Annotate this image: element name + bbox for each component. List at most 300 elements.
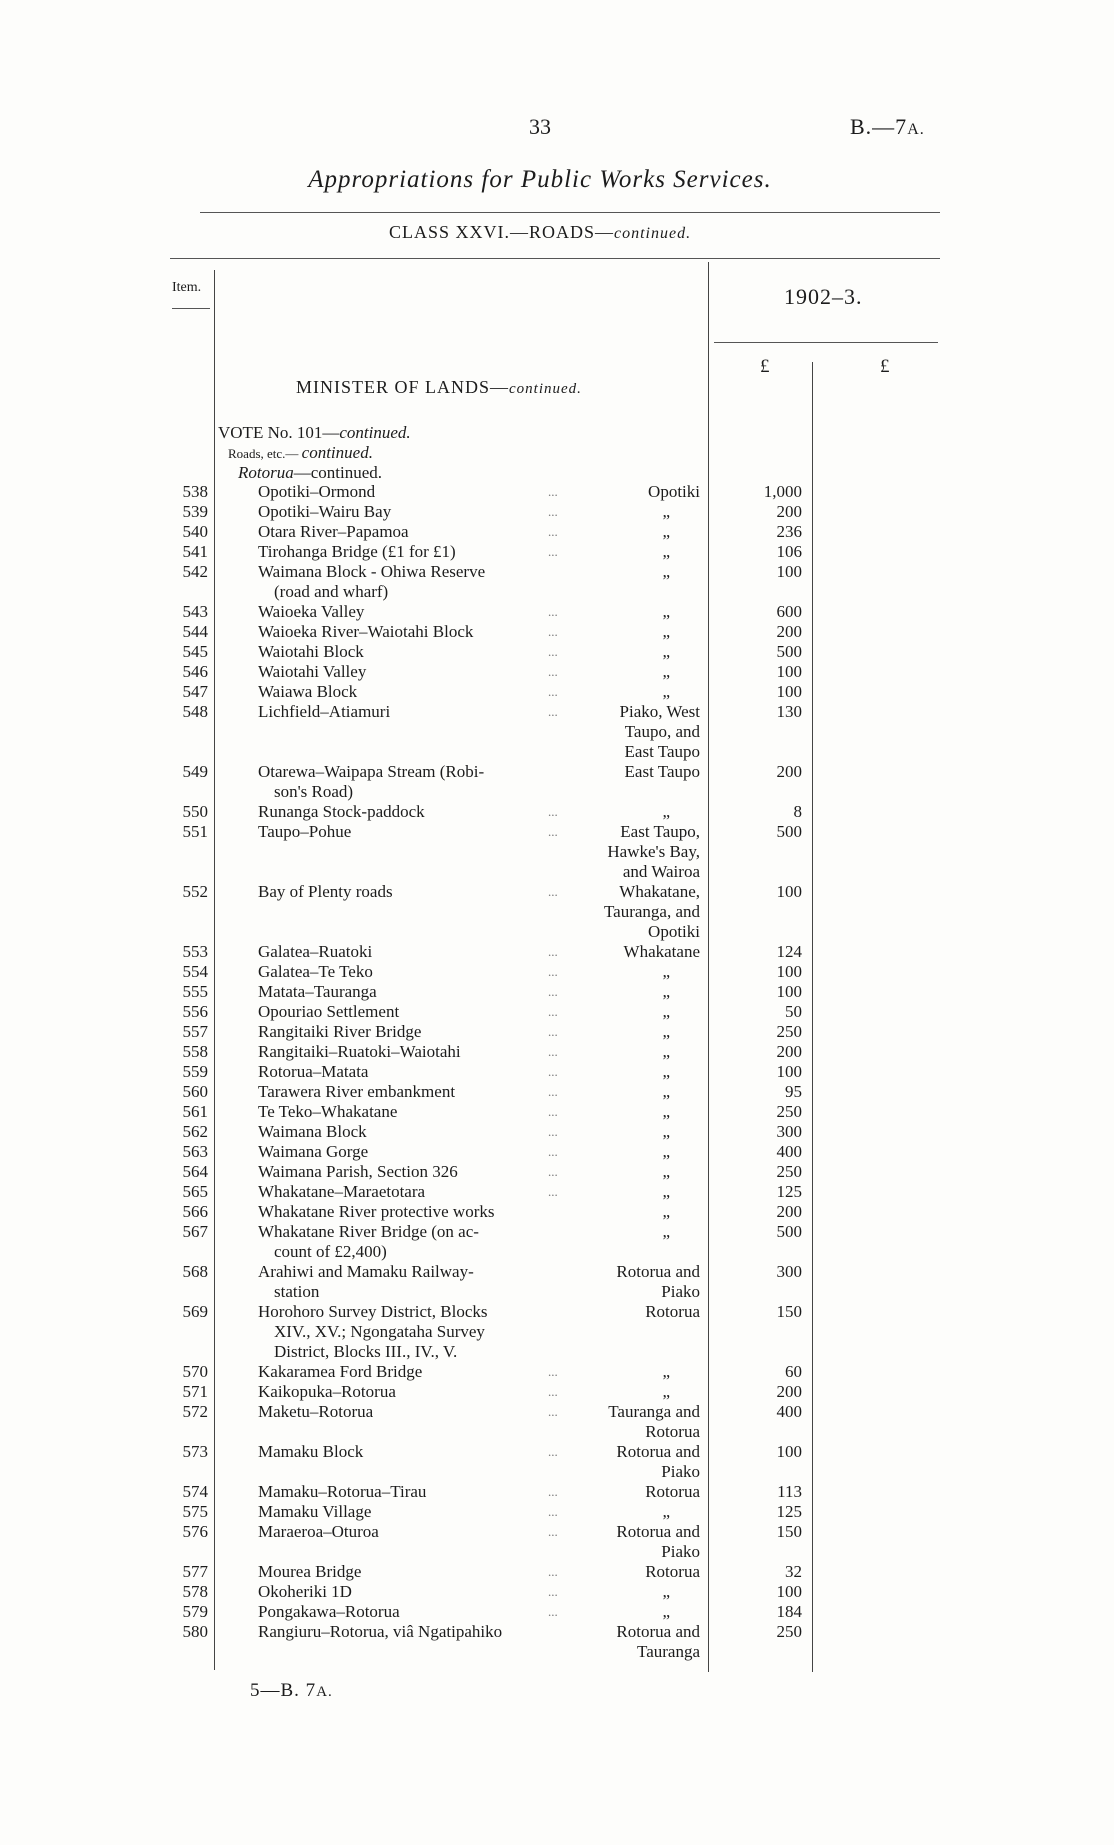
- road-name: [258, 562, 568, 602]
- table-row: [0, 1582, 1114, 1602]
- item-number: 564: [182, 1162, 208, 1181]
- road-name: [258, 942, 568, 962]
- electoral-district-line: „: [662, 1222, 670, 1241]
- item-number: 576: [182, 1522, 208, 1541]
- leader-dots: ...: [548, 624, 558, 639]
- class-heading-main: CLASS XXVI.—ROADS—: [388, 222, 614, 242]
- road-name: [258, 1402, 568, 1422]
- road-name-line: Horohoro Survey District, Blocks: [258, 1302, 488, 1321]
- road-name-line: Whakatane River protective works: [258, 1202, 495, 1221]
- road-name-line: Tirohanga Bridge (£1 for £1): [258, 542, 456, 561]
- item-number: 542: [182, 562, 208, 581]
- electoral-district: [560, 1442, 700, 1482]
- road-name-line: XIV., XV.; Ngongataha Survey: [274, 1322, 485, 1341]
- electoral-district: [560, 502, 700, 522]
- electoral-district: [560, 762, 700, 782]
- amount: 125: [776, 1502, 802, 1521]
- road-name: [258, 1202, 568, 1222]
- road-name: [258, 1162, 568, 1182]
- district-heading: [238, 463, 382, 483]
- road-name-line: Waiotahi Block: [258, 642, 364, 661]
- amount: 100: [776, 682, 802, 701]
- road-name: [258, 1082, 568, 1102]
- leader-dots: ...: [548, 1404, 558, 1419]
- electoral-district: [560, 1262, 700, 1302]
- road-name-line: Opouriao Settlement: [258, 1002, 400, 1021]
- electoral-district: [560, 1162, 700, 1182]
- table-row: [0, 1022, 1114, 1042]
- road-name-line: Kaikopuka–Rotorua: [258, 1382, 396, 1401]
- amount: 32: [785, 1562, 802, 1581]
- road-name-line: station: [274, 1282, 320, 1301]
- electoral-district: [560, 1522, 700, 1562]
- electoral-district: [560, 1362, 700, 1382]
- electoral-district-line: „: [662, 502, 670, 521]
- table-row: [0, 1142, 1114, 1162]
- table-row: [0, 642, 1114, 662]
- electoral-district-line: „: [662, 1202, 670, 1221]
- amount: 300: [776, 1122, 802, 1141]
- leader-dots: ...: [548, 1564, 558, 1579]
- road-name-line: Opotiki–Wairu Bay: [258, 502, 392, 521]
- road-name-line: Otarewa–Waipapa Stream (Robi-: [258, 762, 485, 781]
- electoral-district-line: „: [662, 802, 670, 821]
- table-row: [0, 1122, 1114, 1142]
- table-row: [0, 1602, 1114, 1622]
- road-name: [258, 822, 568, 842]
- amount: 250: [776, 1022, 802, 1041]
- item-number: 556: [182, 1002, 208, 1021]
- leader-dots: ...: [548, 484, 558, 499]
- item-number: 559: [182, 1062, 208, 1081]
- leader-dots: ...: [548, 1584, 558, 1599]
- electoral-district: [560, 1482, 700, 1502]
- item-number: 548: [182, 702, 208, 721]
- class-heading-continued: continued.: [613, 225, 692, 242]
- road-name: [258, 762, 568, 802]
- table-row: [0, 702, 1114, 762]
- electoral-district-line: „: [662, 622, 670, 641]
- item-column-header: Item.: [172, 280, 202, 295]
- road-name-line: Otara River–Papamoa: [258, 522, 409, 541]
- electoral-district: [560, 562, 700, 582]
- leader-dots: ...: [548, 1524, 558, 1539]
- road-name-line: Maketu–Rotorua: [258, 1402, 374, 1421]
- road-name-line: Galatea–Te Teko: [258, 962, 373, 981]
- amount: 100: [776, 962, 802, 981]
- electoral-district-line: Rotorua: [645, 1562, 700, 1581]
- electoral-district-line: „: [662, 1602, 670, 1621]
- amount: 184: [776, 1602, 802, 1621]
- electoral-district: [560, 1082, 700, 1102]
- table-row: [0, 942, 1114, 962]
- item-number: 550: [182, 802, 208, 821]
- road-name: [258, 1382, 568, 1402]
- leader-dots: ...: [548, 1444, 558, 1459]
- table-row: [0, 1402, 1114, 1442]
- leader-dots: ...: [548, 524, 558, 539]
- district-heading-continued: —continued.: [293, 463, 383, 482]
- leader-dots: ...: [548, 1024, 558, 1039]
- road-name-line: Whakatane River Bridge (on ac-: [258, 1222, 479, 1241]
- table-row: [0, 1482, 1114, 1502]
- item-number: 570: [182, 1362, 208, 1381]
- electoral-district-line: „: [662, 542, 670, 561]
- table-row: [0, 882, 1114, 942]
- table-row: [0, 562, 1114, 602]
- table-row: [0, 1102, 1114, 1122]
- road-name-line: Waimana Parish, Section 326: [258, 1162, 458, 1181]
- road-name-line: Kakaramea Ford Bridge: [258, 1362, 423, 1381]
- amount: 95: [785, 1082, 802, 1101]
- electoral-district: [560, 702, 700, 762]
- electoral-district-line: „: [662, 1582, 670, 1601]
- table-row: [0, 542, 1114, 562]
- electoral-district-line: Rotorua: [645, 1302, 700, 1321]
- amount: 100: [776, 1062, 802, 1081]
- road-name: [258, 1002, 568, 1022]
- road-name-line: Waiawa Block: [258, 682, 358, 701]
- item-number: 553: [182, 942, 208, 961]
- table-row: [0, 1442, 1114, 1482]
- road-name-line: Waimana Block: [258, 1122, 367, 1141]
- electoral-district-line: Rotorua and: [616, 1262, 700, 1281]
- road-name-line: Rangitaiki River Bridge: [258, 1022, 422, 1041]
- road-name: [258, 522, 568, 542]
- leader-dots: ...: [548, 1124, 558, 1139]
- class-heading: [0, 222, 1080, 243]
- amount: 500: [776, 1222, 802, 1241]
- road-name: [258, 1042, 568, 1062]
- electoral-district-line: Rotorua and: [616, 1522, 700, 1541]
- road-name-line: Tarawera River embankment: [258, 1082, 456, 1101]
- item-number: 552: [182, 882, 208, 901]
- electoral-district: [560, 522, 700, 542]
- road-name: [258, 682, 568, 702]
- top-rule: [200, 212, 940, 213]
- road-name-line: son's Road): [274, 782, 354, 801]
- electoral-district-line: „: [662, 982, 670, 1001]
- electoral-district-line: „: [662, 522, 670, 541]
- road-name-line: Mamaku Block: [258, 1442, 364, 1461]
- item-number: 549: [182, 762, 208, 781]
- electoral-district-line: East Taupo: [624, 762, 700, 781]
- amount: 50: [785, 1002, 802, 1021]
- item-number: 560: [182, 1082, 208, 1101]
- document-reference-main: B.—7: [850, 114, 908, 139]
- road-name: [258, 602, 568, 622]
- electoral-district-line: Opotiki: [648, 482, 700, 501]
- table-row: [0, 1562, 1114, 1582]
- electoral-district: [560, 682, 700, 702]
- road-name: [258, 482, 568, 502]
- table-row: [0, 962, 1114, 982]
- electoral-district: [560, 1622, 700, 1662]
- road-name: [258, 622, 568, 642]
- amount: 100: [776, 1582, 802, 1601]
- electoral-district: [560, 1062, 700, 1082]
- road-name: [258, 1442, 568, 1462]
- table-row: [0, 982, 1114, 1002]
- table-row: [0, 682, 1114, 702]
- vote-heading: [218, 423, 411, 443]
- electoral-district: [560, 1042, 700, 1062]
- item-number: 572: [182, 1402, 208, 1421]
- page-title: Appropriations for Public Works Services.: [308, 166, 772, 193]
- electoral-district: [560, 1562, 700, 1582]
- leader-dots: ...: [548, 1504, 558, 1519]
- item-number: 574: [182, 1482, 208, 1501]
- amount: 236: [776, 522, 802, 541]
- road-name: [258, 502, 568, 522]
- electoral-district: [560, 1002, 700, 1022]
- electoral-district-line: Rotorua and: [616, 1622, 700, 1641]
- electoral-district: [560, 962, 700, 982]
- amount: 500: [776, 642, 802, 661]
- table-row: [0, 822, 1114, 882]
- leader-dots: ...: [548, 804, 558, 819]
- leader-dots: ...: [548, 984, 558, 999]
- road-name-line: Te Teko–Whakatane: [258, 1102, 398, 1121]
- table-row: [0, 1382, 1114, 1402]
- leader-dots: ...: [548, 664, 558, 679]
- item-number: 562: [182, 1122, 208, 1141]
- table-row: [0, 1162, 1114, 1182]
- item-number: 575: [182, 1502, 208, 1521]
- road-name-line: Runanga Stock-paddock: [258, 802, 425, 821]
- amount: 100: [776, 562, 802, 581]
- electoral-district-line: Whakatane: [623, 942, 700, 961]
- electoral-district-line: „: [662, 1102, 670, 1121]
- amount: 200: [776, 762, 802, 781]
- electoral-district-line: Taupo, and: [624, 722, 700, 741]
- road-name: [258, 882, 568, 902]
- electoral-district-line: „: [662, 642, 670, 661]
- leader-dots: ...: [548, 1484, 558, 1499]
- item-number: 547: [182, 682, 208, 701]
- item-number: 551: [182, 822, 208, 841]
- pound-sign-column-1: £: [760, 356, 770, 377]
- leader-dots: ...: [548, 964, 558, 979]
- electoral-district-line: „: [662, 1062, 670, 1081]
- electoral-district-line: „: [662, 962, 670, 981]
- road-name-line: Rotorua–Matata: [258, 1062, 369, 1081]
- item-number: 568: [182, 1262, 208, 1281]
- electoral-district: [560, 942, 700, 962]
- road-name: [258, 1302, 568, 1362]
- electoral-district-line: Piako: [661, 1542, 700, 1561]
- item-number: 554: [182, 962, 208, 981]
- electoral-district: [560, 822, 700, 882]
- item-header-underline: [172, 308, 210, 309]
- electoral-district-line: Piako, West: [619, 702, 700, 721]
- electoral-district-line: „: [662, 1002, 670, 1021]
- vote-heading-main: VOTE No. 101—: [218, 423, 340, 442]
- electoral-district: [560, 482, 700, 502]
- table-row: [0, 1082, 1114, 1102]
- item-number: 573: [182, 1442, 208, 1461]
- amount: 200: [776, 502, 802, 521]
- road-name: [258, 1022, 568, 1042]
- item-number: 544: [182, 622, 208, 641]
- pound-sign-column-2: £: [880, 356, 890, 377]
- leader-dots: ...: [548, 1104, 558, 1119]
- road-name-line: District, Blocks III., IV., V.: [274, 1342, 458, 1361]
- roads-heading-continued: continued.: [301, 443, 373, 462]
- item-number: 561: [182, 1102, 208, 1121]
- road-name: [258, 1522, 568, 1542]
- table-row: [0, 1302, 1114, 1362]
- roads-heading-main: Roads, etc.—: [228, 446, 302, 461]
- leader-dots: ...: [548, 504, 558, 519]
- item-number: 546: [182, 662, 208, 681]
- item-number: 566: [182, 1202, 208, 1221]
- item-number: 577: [182, 1562, 208, 1581]
- electoral-district-line: and Wairoa: [622, 862, 700, 881]
- road-name-line: Waiotahi Valley: [258, 662, 367, 681]
- table-row: [0, 482, 1114, 502]
- amount: 400: [776, 1142, 802, 1161]
- item-number: 563: [182, 1142, 208, 1161]
- road-name: [258, 542, 568, 562]
- amount: 8: [793, 802, 802, 821]
- road-name: [258, 1602, 568, 1622]
- amount: 150: [776, 1302, 802, 1321]
- road-name: [258, 642, 568, 662]
- table-row: [0, 602, 1114, 622]
- road-name-line: count of £2,400): [274, 1242, 387, 1261]
- amount: 60: [785, 1362, 802, 1381]
- road-name-line: Mamaku–Rotorua–Tirau: [258, 1482, 427, 1501]
- amount: 150: [776, 1522, 802, 1541]
- road-name: [258, 1262, 568, 1302]
- electoral-district-line: „: [662, 662, 670, 681]
- road-name-line: Rangitaiki–Ruatoki–Waiotahi: [258, 1042, 461, 1061]
- table-row: [0, 1062, 1114, 1082]
- electoral-district: [560, 1582, 700, 1602]
- leader-dots: ...: [548, 1364, 558, 1379]
- amount: 200: [776, 1202, 802, 1221]
- amount: 300: [776, 1262, 802, 1281]
- amount: 100: [776, 882, 802, 901]
- leader-dots: ...: [548, 944, 558, 959]
- table-row: [0, 1262, 1114, 1302]
- electoral-district-line: „: [662, 1142, 670, 1161]
- item-number: 558: [182, 1042, 208, 1061]
- table-row: [0, 1522, 1114, 1562]
- road-name: [258, 1062, 568, 1082]
- road-name: [258, 982, 568, 1002]
- electoral-district: [560, 1102, 700, 1122]
- road-name-line: Pongakawa–Rotorua: [258, 1602, 400, 1621]
- electoral-district-line: East Taupo: [624, 742, 700, 761]
- electoral-district-line: Tauranga, and: [603, 902, 700, 921]
- amount: 130: [776, 702, 802, 721]
- road-name-line: Arahiwi and Mamaku Railway-: [258, 1262, 474, 1281]
- road-name: [258, 662, 568, 682]
- item-number: 569: [182, 1302, 208, 1321]
- leader-dots: ...: [548, 1084, 558, 1099]
- amount: 124: [776, 942, 802, 961]
- electoral-district-line: Tauranga and: [608, 1402, 700, 1421]
- item-number: 555: [182, 982, 208, 1001]
- electoral-district: [560, 1202, 700, 1222]
- leader-dots: ...: [548, 544, 558, 559]
- road-name: [258, 1582, 568, 1602]
- electoral-district-line: „: [662, 1162, 670, 1181]
- amount: 1,000: [763, 482, 802, 501]
- road-name-line: Galatea–Ruatoki: [258, 942, 373, 961]
- electoral-district: [560, 1022, 700, 1042]
- leader-dots: ...: [548, 1184, 558, 1199]
- road-name-line: Mamaku Village: [258, 1502, 372, 1521]
- road-name: [258, 702, 568, 722]
- amount: 200: [776, 622, 802, 641]
- leader-dots: ...: [548, 704, 558, 719]
- electoral-district-line: Opotiki: [648, 922, 700, 941]
- road-name-line: Waioeka Valley: [258, 602, 365, 621]
- electoral-district-line: Tauranga: [637, 1642, 700, 1661]
- road-name: [258, 1142, 568, 1162]
- road-name: [258, 1362, 568, 1382]
- road-name-line: Bay of Plenty roads: [258, 882, 393, 901]
- table-row: [0, 1182, 1114, 1202]
- page-number: 33: [529, 114, 551, 139]
- road-name-line: Okoheriki 1D: [258, 1582, 352, 1601]
- amount: 106: [776, 542, 802, 561]
- electoral-district: [560, 642, 700, 662]
- electoral-district-line: „: [662, 1122, 670, 1141]
- table-row: [0, 522, 1114, 542]
- electoral-district-line: „: [662, 1362, 670, 1381]
- electoral-district: [560, 1122, 700, 1142]
- road-name-line: Rangiuru–Rotorua, viâ Ngatipahiko: [258, 1622, 503, 1641]
- electoral-district: [560, 1142, 700, 1162]
- electoral-district-line: „: [662, 562, 670, 581]
- footer-signature: [250, 1680, 333, 1702]
- amount: 113: [777, 1482, 802, 1501]
- table-row: [0, 802, 1114, 822]
- minister-heading-main: MINISTER OF LANDS—: [296, 377, 510, 397]
- electoral-district-line: Hawke's Bay,: [607, 842, 700, 861]
- leader-dots: ...: [548, 1604, 558, 1619]
- electoral-district: [560, 802, 700, 822]
- electoral-district-line: Whakatane,: [619, 882, 700, 901]
- document-reference: [850, 114, 925, 140]
- road-name-line: Waimana Gorge: [258, 1142, 369, 1161]
- road-name-line: Opotiki–Ormond: [258, 482, 376, 501]
- road-name: [258, 1122, 568, 1142]
- item-number: 565: [182, 1182, 208, 1201]
- footer-signature-main: 5—B. 7: [250, 1680, 317, 1701]
- minister-heading: [296, 377, 582, 398]
- table-row: [0, 1362, 1114, 1382]
- amount: 200: [776, 1042, 802, 1061]
- leader-dots: ...: [548, 1384, 558, 1399]
- table-row: [0, 662, 1114, 682]
- electoral-district: [560, 662, 700, 682]
- electoral-district-line: Piako: [661, 1462, 700, 1481]
- year-header-underline: [714, 342, 938, 343]
- electoral-district: [560, 542, 700, 562]
- header-rule: [170, 258, 940, 259]
- leader-dots: ...: [548, 1004, 558, 1019]
- electoral-district-line: Piako: [661, 1282, 700, 1301]
- electoral-district: [560, 882, 700, 942]
- item-number: 579: [182, 1602, 208, 1621]
- table-row: [0, 502, 1114, 522]
- item-number: 578: [182, 1582, 208, 1601]
